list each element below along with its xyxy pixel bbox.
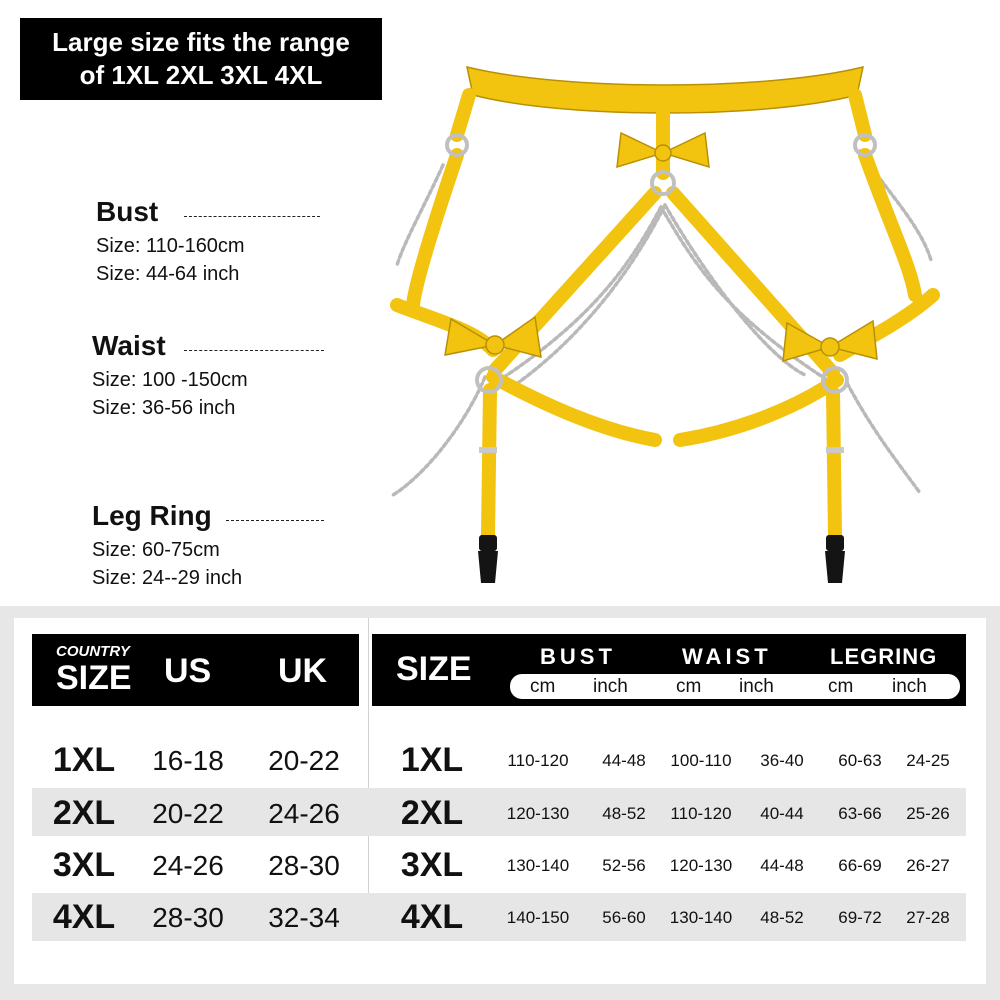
size-label-left: SIZE <box>56 659 132 697</box>
bust-title: Bust <box>96 196 159 227</box>
row-legring-cm: 66-69 <box>838 856 882 876</box>
leg-ring-size-inch: Size: 24--29 inch <box>92 567 243 589</box>
waist-group-header: WAIST <box>682 644 772 669</box>
leg-ring-dash-line <box>226 520 324 521</box>
unit-waist-cm: cm <box>676 676 702 697</box>
waist-title: Waist <box>92 330 166 361</box>
bust-size-inch: Size: 44-64 inch <box>96 263 240 285</box>
bust-size-cm: Size: 110-160cm <box>96 235 245 257</box>
row-waist-inch: 36-40 <box>760 751 804 771</box>
row-us-size: 24-26 <box>152 849 224 881</box>
row-size-left: 2XL <box>52 793 116 832</box>
bust-measurement <box>96 196 320 288</box>
country-label: COUNTRY <box>56 643 130 660</box>
row-waist-inch: 44-48 <box>760 856 804 876</box>
waist-dash-line <box>184 350 324 351</box>
row-uk-size: 20-22 <box>268 744 340 776</box>
row-bust-inch: 56-60 <box>602 908 646 928</box>
row-us-size: 16-18 <box>152 744 224 776</box>
row-legring-cm: 63-66 <box>838 804 882 824</box>
row-legring-cm: 69-72 <box>838 908 882 928</box>
row-bust-inch: 48-52 <box>602 804 646 824</box>
row-size-right: 3XL <box>400 845 464 884</box>
row-bust-cm: 140-150 <box>506 908 570 928</box>
row-legring-cm: 60-63 <box>838 751 882 771</box>
measurement-header <box>372 634 966 706</box>
row-us-size: 20-22 <box>152 797 224 829</box>
us-header: US <box>164 652 212 690</box>
row-legring-inch: 27-28 <box>906 908 950 928</box>
bust-group-header: BUST <box>540 644 616 669</box>
size-label-right: SIZE <box>396 650 472 688</box>
garter-belt-image <box>385 55 945 600</box>
row-waist-inch: 40-44 <box>760 804 804 824</box>
leg-ring-size-cm: Size: 60-75cm <box>92 539 220 561</box>
row-waist-cm: 120-130 <box>669 856 733 876</box>
row-bust-cm: 110-120 <box>507 751 569 771</box>
waist-size-cm: Size: 100 -150cm <box>92 369 248 391</box>
unit-bust-inch: inch <box>593 676 628 697</box>
leg-ring-measurement <box>92 500 324 592</box>
row-waist-cm: 110-120 <box>670 804 732 824</box>
waist-measurement <box>92 330 324 422</box>
row-legring-inch: 25-26 <box>906 804 950 824</box>
bust-dash-line <box>184 216 320 217</box>
waist-size-inch: Size: 36-56 inch <box>92 397 236 419</box>
row-us-size: 28-30 <box>152 901 224 933</box>
unit-waist-inch: inch <box>739 676 774 697</box>
chain-strands <box>393 151 931 495</box>
row-waist-inch: 48-52 <box>760 908 804 928</box>
row-bust-inch: 52-56 <box>602 856 646 876</box>
row-size-left: 1XL <box>52 740 116 779</box>
unit-legring-inch: inch <box>892 676 927 697</box>
row-uk-size: 24-26 <box>268 797 340 829</box>
row-uk-size: 32-34 <box>268 901 340 933</box>
country-size-header <box>32 634 359 706</box>
uk-header: UK <box>278 652 328 690</box>
unit-legring-cm: cm <box>828 676 854 697</box>
row-bust-cm: 130-140 <box>506 856 570 876</box>
row-size-right: 2XL <box>400 793 464 832</box>
row-uk-size: 28-30 <box>268 849 340 881</box>
row-size-left: 4XL <box>52 897 116 936</box>
row-size-right: 4XL <box>400 897 464 936</box>
row-legring-inch: 24-25 <box>906 751 950 771</box>
row-legring-inch: 26-27 <box>906 856 950 876</box>
row-waist-cm: 130-140 <box>669 908 733 928</box>
leg-ring-title: Leg Ring <box>92 500 212 531</box>
garter-clips <box>478 535 845 583</box>
row-waist-cm: 100-110 <box>670 751 732 771</box>
size-range-banner <box>20 18 382 100</box>
row-size-left: 3XL <box>52 845 116 884</box>
banner-line-2: of 1XL 2XL 3XL 4XL <box>79 60 323 90</box>
row-size-right: 1XL <box>400 740 464 779</box>
unit-bust-cm: cm <box>530 676 556 697</box>
strap-adjusters <box>479 447 844 453</box>
row-bust-inch: 44-48 <box>602 751 646 771</box>
size-chart-divider <box>368 618 369 938</box>
row-bust-cm: 120-130 <box>506 804 570 824</box>
banner-line-1: Large size fits the range <box>52 27 350 57</box>
legring-group-header: LEGRING <box>830 644 938 669</box>
